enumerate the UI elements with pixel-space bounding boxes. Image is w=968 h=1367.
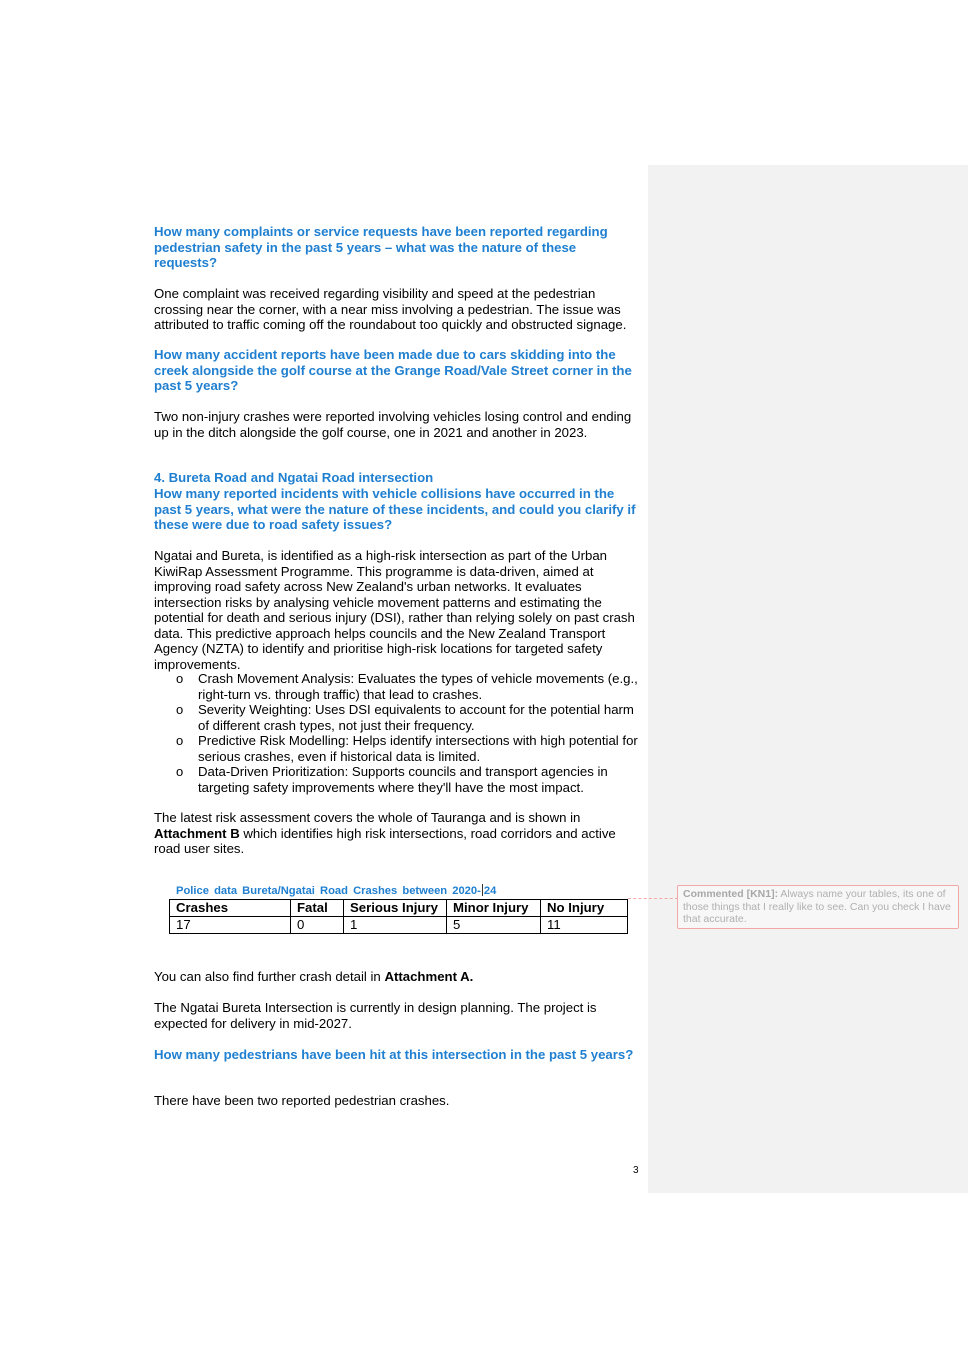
circle-bullet-icon: o — [176, 702, 184, 717]
question-creek-accidents: How many accident reports have been made due to cars skidding into the creek alongside the golf course at the Grange Road/Vale Street corner in the past 5 years? — [154, 347, 632, 393]
comment-balloon[interactable] — [677, 885, 959, 929]
page-number: 3 — [633, 1165, 639, 1176]
circle-bullet-icon: o — [176, 733, 184, 748]
table-header: Minor Injury — [447, 900, 541, 917]
comment-connector — [628, 898, 678, 900]
attachment-a-ref: Attachment A. — [384, 969, 474, 984]
attachment-b-ref: Attachment B — [154, 825, 240, 841]
answer-pedestrian-crashes: There have been two reported pedestrian crashes. — [154, 1093, 450, 1108]
list-item: o Severity Weighting: Uses DSI equivalents to account for the potential harm of different crash types, not just their frequency. — [176, 702, 634, 733]
table-header: No Injury — [541, 900, 628, 917]
table-cell: 0 — [291, 917, 344, 934]
comment-label: Commented [KN1]: — [683, 888, 779, 900]
section-heading-4: 4. Bureta Road and Ngatai Road intersection — [154, 470, 434, 485]
comment-pane — [648, 165, 968, 1193]
crash-table — [169, 899, 628, 934]
answer-kiwirap: Ngatai and Bureta, is identified as a high-risk intersection as part of the Urban KiwiRap Assessment Programme. This programme is data-driven, aimed at improving road safety across New Zealand's urban networks. It evaluates intersection risks by analysing vehicle movement patterns and estimating the potential for death and serious injury (DSI), rather than relying solely on past crash data. This predictive approach helps councils and the New Zealand Transport Agency (NZTA) to identify and prioritise high-risk locations for targeted safety improvements. — [154, 548, 635, 672]
answer-attachment-a: You can also find further crash detail in Attachment A. — [154, 969, 474, 984]
table-cell: 1 — [344, 917, 447, 934]
list-item: o Crash Movement Analysis: Evaluates the types of vehicle movements (e.g., right-turn vs. through traffic) that lead to crashes. — [176, 671, 638, 702]
answer-design-planning: The Ngatai Bureta Intersection is currently in design planning. The project is expected for delivery in mid-2027. — [154, 1000, 597, 1031]
table-caption: Police data Bureta/Ngatai Road Crashes between 2020- 24 — [176, 885, 497, 897]
question-pedestrians-hit: How many pedestrians have been hit at this intersection in the past 5 years? — [154, 1047, 634, 1062]
comment-text: Always name your tables, its one of those things that I really like to see. Can you check I have that accurate. — [683, 888, 951, 925]
table-header: Fatal — [291, 900, 344, 917]
table-row — [170, 917, 628, 934]
text-cursor — [482, 884, 483, 896]
answer-risk-assessment: The latest risk assessment covers the whole of Tauranga and is shown in Attachment B which identifies high risk intersections, road corridors and active road user sites. — [154, 810, 616, 856]
question-pedestrian-complaints: How many complaints or service requests have been reported regarding pedestrian safety in the past 5 years – what was the nature of these requests? — [154, 224, 608, 270]
question-vehicle-collisions: How many reported incidents with vehicle collisions have occurred in the past 5 years, what were the nature of these incidents, and could you clarify if these were due to road safety issues? — [154, 486, 636, 532]
circle-bullet-icon: o — [176, 671, 184, 686]
table-cell: 5 — [447, 917, 541, 934]
circle-bullet-icon: o — [176, 764, 184, 779]
table-header: Crashes — [170, 900, 291, 917]
answer-creek-accidents: Two non-injury crashes were reported involving vehicles losing control and ending up in the ditch alongside the golf course, one in 2021 and another in 2023. — [154, 409, 632, 440]
table-cell: 17 — [170, 917, 291, 934]
table-header: Serious Injury — [344, 900, 447, 917]
list-item: o Data-Driven Prioritization: Supports councils and transport agencies in targeting safety improvements where they'll have the most impact. — [176, 764, 608, 795]
list-item: o Predictive Risk Modelling: Helps identify intersections with high potential for serious crashes, even if historical data is limited. — [176, 733, 638, 764]
kiwirap-bullet-list — [154, 671, 639, 795]
table-header-row — [170, 900, 628, 917]
table-cell: 11 — [541, 917, 628, 934]
answer-pedestrian-complaints: One complaint was received regarding visibility and speed at the pedestrian crossing near the corner, with a near miss involving a pedestrian. The issue was attributed to traffic coming off the roundabout too quickly and obstructed signage. — [154, 286, 627, 332]
